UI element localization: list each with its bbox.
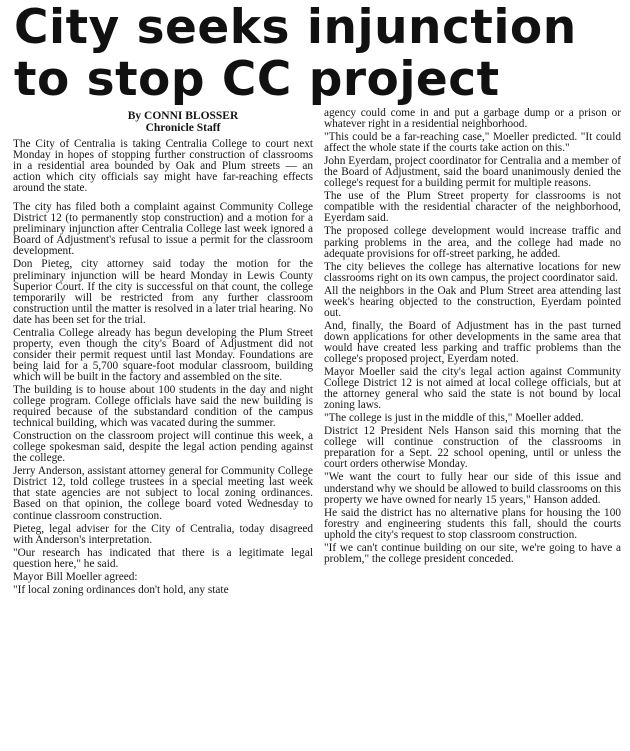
paragraph: "If we can't continue building on our site, we're going to have a problem," the college president conceded. — [324, 541, 621, 565]
byline-name: By CONNI BLOSSER — [127, 110, 239, 122]
paragraph: Don Pieteg, city attorney said today the motion for the preliminary injunction will be heard Monday in Lewis County Superior Court. If the city is successful on that count, the college temporarily will be restricted from any further classroom construction until the matter is resolved in a later trial hearing. No date has been set for the trial. — [13, 258, 313, 326]
paragraph: The building is to house about 100 students in the day and night college program. College officials have said the new building is required because of the substandard condition of the campus technical building, which was vacated during the summer. — [13, 383, 313, 430]
paragraph: "The college is just in the middle of this," Moeller added. — [324, 412, 584, 425]
headline-line-1: City seeks injunction — [14, 0, 577, 55]
paragraph: John Eyerdam, project coordinator for Centralia and a member of the Board of Adjustment, said the board unanimously denied the college's request for a building permit for multiple reasons. — [324, 155, 621, 190]
paragraph: All the neighbors in the Oak and Plum Street area attending last week's hearing objected to the construction, Eyerdam pointed out. — [324, 284, 621, 319]
paragraph: "If local zoning ordinances don't hold, any state — [13, 583, 229, 596]
paragraph: "Our research has indicated that there is a legitimate legal question here," he said. — [13, 546, 313, 570]
paragraph: The city has filed both a complaint against Community College District 12 (to permanently stop construction) and a motion for a preliminary injunction after Centralia College last week ignored a Board of Adjustment's refusal to issue a permit for the classroom development. — [13, 201, 313, 258]
paragraph: Mayor Moeller said the city's legal action against Community College District 12 is not aimed at local college officials, but at the attorney general who said the state is not bound by local zoning laws. — [324, 366, 621, 412]
paragraph: Pieteg, legal adviser for the City of Centralia, today disagreed with Anderson's interpretation. — [13, 522, 313, 546]
paragraph: Jerry Anderson, assistant attorney general for Community College District 12, told college trustees in a special meeting last week that state agencies are not subject to local zoning ordinances. Based on that opinion, the college board voted Wednesday to continue classroom construction. — [13, 465, 313, 522]
paragraph: The City of Centralia is taking Centralia College to court next Monday in hopes of stopping further construction of classrooms in a residential area bounded by Oak and Plum streets — an action which city officials say might have far-reaching effects around the state. — [13, 138, 313, 195]
paragraph: Centralia College already has begun developing the Plum Street property, even though the city's Board of Adjustment did not consider their permit request until last Monday. Foundations are being laid for a 5,700 square-foot modular classroom, building which will be built in the factory and assembled on the site. — [13, 326, 313, 383]
right-column — [324, 108, 621, 567]
paragraph: The city believes the college has alternative locations for new classrooms right on its own campus, the project coordinator said. — [324, 260, 621, 284]
paragraph: The proposed college development would increase traffic and parking problems in the area, and the college had made no adequate provisions for off-street parking, he added. — [324, 225, 621, 260]
paragraph: "This could be a far-reaching case," Moeller predicted. "It could affect the whole state if the courts take action on this." — [324, 131, 621, 155]
paragraph: District 12 President Nels Hanson said this morning that the college will continue construction of the classrooms in preparation for a Sept. 22 school opening, until or unless the court orders otherwise Monday. — [324, 425, 621, 471]
paragraph: Mayor Bill Moeller agreed: — [13, 570, 138, 583]
headline-line-2: to stop CC project — [14, 52, 500, 107]
left-column — [13, 110, 313, 598]
paragraph: agency could come in and put a garbage dump or a prison or whatever right in a residential neighborhood. — [324, 107, 621, 131]
paragraph: And, finally, the Board of Adjustment has in the past turned down applications for other developments in the same area that would have created less parking and traffic problems than the college's proposed project, Eyerdam noted. — [324, 319, 621, 365]
byline-title: Chronicle Staff — [145, 122, 221, 134]
paragraph: Construction on the classroom project will continue this week, a college spokesman said, despite the legal action pending against the college. — [13, 430, 313, 465]
paragraph: "We want the court to fully hear our side of this issue and understand why we should be allowed to build classrooms on this property we have owned for nearly 15 years," Hanson added. — [324, 471, 621, 506]
paragraph: The use of the Plum Street property for classrooms is not compatible with the residential character of the neighborhood, Eyerdam said. — [324, 190, 621, 225]
paragraph: He said the district has no alternative plans for housing the 100 forestry and engineering students this fall, should the courts uphold the city's request to stop classroom construction. — [324, 506, 621, 541]
headline — [14, 2, 620, 106]
